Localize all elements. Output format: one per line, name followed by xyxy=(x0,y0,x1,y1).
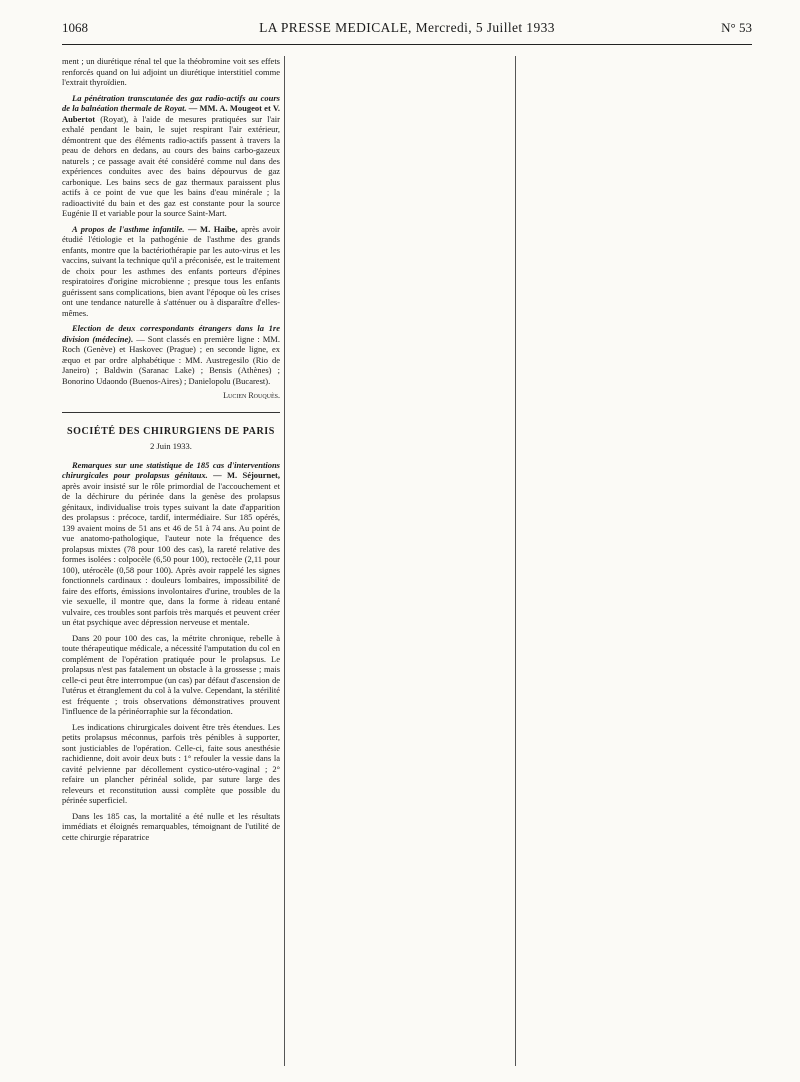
header-rule xyxy=(62,44,752,45)
body-text: — Sont classés en première ligne : MM. Roch (Genève) et Haskovec (Prague) ; en seconde ligne, ex æquo et par ordre alphabétique : MM. Austregesilo (Rio de Janeiro) ; Baldwin (Saranac Lake) ; Bensis (Athènes) ; Bonorino Udaondo (Buenos-Aires) ; Danielopolu (Bucarest). xyxy=(62,333,280,386)
signature: Lucien Rouquès. xyxy=(223,391,280,400)
body-text: après avoir insisté sur le rôle primordial de l'accouchement et de la déchirure du périnée dans la genèse des prolapsus génitaux, individualise trois types suivant la date d'apparition des prolapsus : précoce, tardif, intermédiaire. Sur 185 opérés, 139 avaient moins de 51 ans et 46 de 51 à 74 ans. Au point de vue anatomo-pathologique, l'auteur note la fréquence des prolapsus mixtes (78 pour 100 des cas), la rareté relative des formes isolées : colpocèle (6,50 pour 100), rectocèle (2,11 pour 100), utérocèle (0,58 pour 100). Après avoir rappelé les signes fonctionnels cardinaux : douleurs lombaires, impossibilité de faire des efforts, émissions involontaires d'urine, troubles de la vie sexuelle, il montre que, dans la forme à rideau entané vulvaire, ces troubles sont parfois très marqués et peuvent créer un état psychique avec dépression nerveuse et mentale. xyxy=(62,480,280,627)
paragraph xyxy=(62,224,280,319)
article-title: Remarques sur une statistique de 185 cas d'interventions chirurgicales pour prolapsus génitaux. xyxy=(62,459,280,480)
article-title: A propos de l'asthme infantile. xyxy=(72,223,185,234)
paragraph: Dans 20 pour 100 des cas, la métrite chronique, rebelle à toute thérapeutique médicale, a nécessité l'amputation du col en complément de l'opération pratiquée pour le prolapsus. Le prolapsus n'est pas fatalement un obstacle à la grossesse ; mais celle-ci peut être interrompue (un cas) par défaut d'ascension de l'utérus et étranglement du col à la vulve. Cependant, la stérilité est fréquente ; trois observations démonstratives prouvent l'influence de la périnéorraphie sur la fécondation. xyxy=(62,632,280,716)
page-number: 1068 xyxy=(62,20,88,35)
authors: — MM. A. Mougeot et V. Aubertot xyxy=(62,103,280,124)
article-title: Election de deux correspondants étrangers dans la 1re division (médecine). xyxy=(62,323,280,344)
paragraph xyxy=(62,323,280,386)
column-divider xyxy=(284,56,285,1066)
column-1 xyxy=(62,56,280,847)
body-text: après avoir étudié l'étiologie et la pathogénie de l'asthme des grands enfants, montre que la bactériothérapie par les auto-virus et les vaccins, suivant la technique qu'il a préconisée, est le traitement de choix pour les asthmes des enfants porteurs d'épines respiratoires d'origine microbienne ; presque tous les enfants guérissent sans complications, bien avant l'époque où les crises ont une tendance naturelle à s'atténuer ou à disparaître d'elles-mêmes. xyxy=(62,223,281,318)
body-text: (Royat), à l'aide de mesures pratiquées sur l'air exhalé pendant le bain, le sujet respirant l'air extérieur, démontrent que des éléments radio-actifs passent à travers la peau de dehors en dedans, au cours des bains carbo-gazeux naturels ; ce passage avait été considéré comme nul dans des expériences conduites avec des bains dépourvus de gaz carbonique. Les bains secs de gaz thermaux paraissent plus actifs à ce point de vue que les bains d'eau minérale ; la radioactivité du bain et des gaz est constante pour la source Eugénie II et variable pour la source Saint-Mart. xyxy=(62,113,280,218)
society-heading: SOCIÉTÉ DES CHIRURGIENS DE PARIS xyxy=(67,425,275,437)
separator xyxy=(62,412,280,413)
article-title: La pénétration transcutanée des gaz radio-actifs au cours de la balnéation thermale de Royat. xyxy=(62,92,280,113)
journal-title: LA PRESSE MEDICALE, Mercredi, 5 Juillet 1933 xyxy=(259,20,555,35)
paragraph xyxy=(62,93,280,219)
paragraph: Les indications chirurgicales doivent être très étendues. Les petits prolapsus méconnus, parfois très pénibles à supporter, sont justiciables de l'opération. Celle-ci, faite sous anesthésie rachidienne, doit avoir deux buts : 1° refouler la vessie dans la cavité pelvienne par décollement cystico-utéro-vaginal ; 2° refaire un plancher périnéal solide, par suture large des releveurs et reconstitution aussi complète que possible du périnée superficiel. xyxy=(62,721,280,805)
paragraph xyxy=(62,460,280,628)
paragraph: Dans les 185 cas, la mortalité a été nulle et les résultats immédiats et éloignés remarquables, témoignant de l'utilité de cette chirurgie réparatrice xyxy=(62,810,280,842)
authors: — M. Haibe, xyxy=(188,223,238,234)
authors: — M. Séjournet, xyxy=(213,470,280,480)
issue-number: N° 53 xyxy=(721,20,752,35)
column-divider xyxy=(515,56,516,1066)
page-header xyxy=(62,20,752,42)
session-date: 2 Juin 1933. xyxy=(150,441,192,451)
paragraph: ment ; un diurétique rénal tel que la théobromine voit ses effets renforcés quand on lui adjoint un diurétique interstitiel comme l'extrait thyroïdien. xyxy=(62,56,280,87)
